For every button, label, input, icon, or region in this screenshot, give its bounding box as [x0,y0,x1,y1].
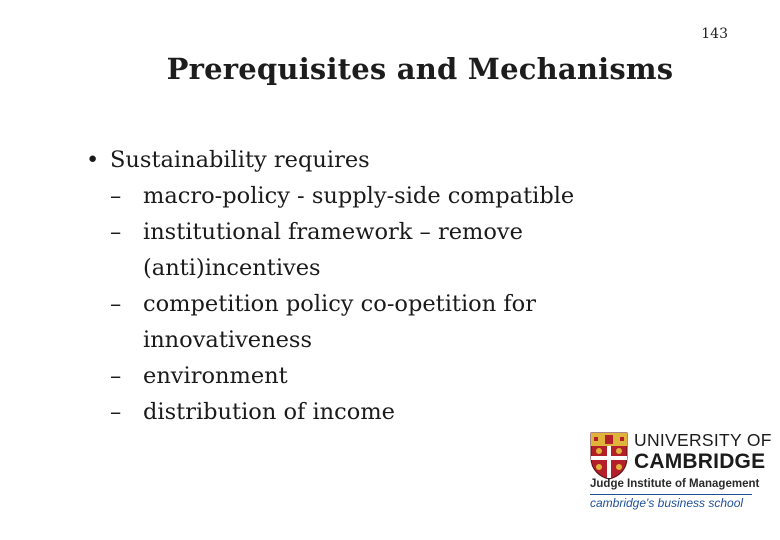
sub-bullet-text: competition policy co-opetition for [143,291,536,317]
logo-university-of: UNIVERSITY OF [634,430,772,450]
dash-icon: – [110,183,122,209]
logo-divider [590,494,752,495]
sub-bullet-item [110,286,646,358]
sub-bullet-text: macro-policy - supply-side compatible [143,183,575,209]
university-logo [590,428,772,520]
sub-bullet-list [86,178,646,430]
bullet-list [86,142,646,430]
sub-bullet-text-continued: innovativeness [143,327,313,353]
slide-title: Prerequisites and Mechanisms [166,52,674,86]
page-number: 143 [701,26,728,42]
sub-bullet-item [110,214,646,286]
sub-bullet-text-continued: (anti)incentives [143,255,321,281]
sub-bullet-text: institutional framework – remove [143,219,523,245]
logo-cambridge: CAMBRIDGE [634,450,766,473]
sub-bullet-item [110,358,646,394]
sub-bullet-text: environment [143,363,288,389]
logo-tagline: cambridge's business school [590,496,744,510]
bullet-item [86,142,646,178]
logo-institute: Judge Institute of Management [590,478,760,490]
dash-icon: – [110,363,122,389]
bullet-dot-icon: • [86,147,100,173]
dash-icon: – [110,399,122,425]
sub-bullet-text: distribution of income [143,399,395,425]
bullet-text: Sustainability requires [110,147,370,173]
cambridge-shield-icon [590,432,628,480]
dash-icon: – [110,219,122,245]
dash-icon: – [110,291,122,317]
sub-bullet-item [110,178,646,214]
sub-bullet-item [110,394,646,430]
sub-list-container [86,178,646,430]
